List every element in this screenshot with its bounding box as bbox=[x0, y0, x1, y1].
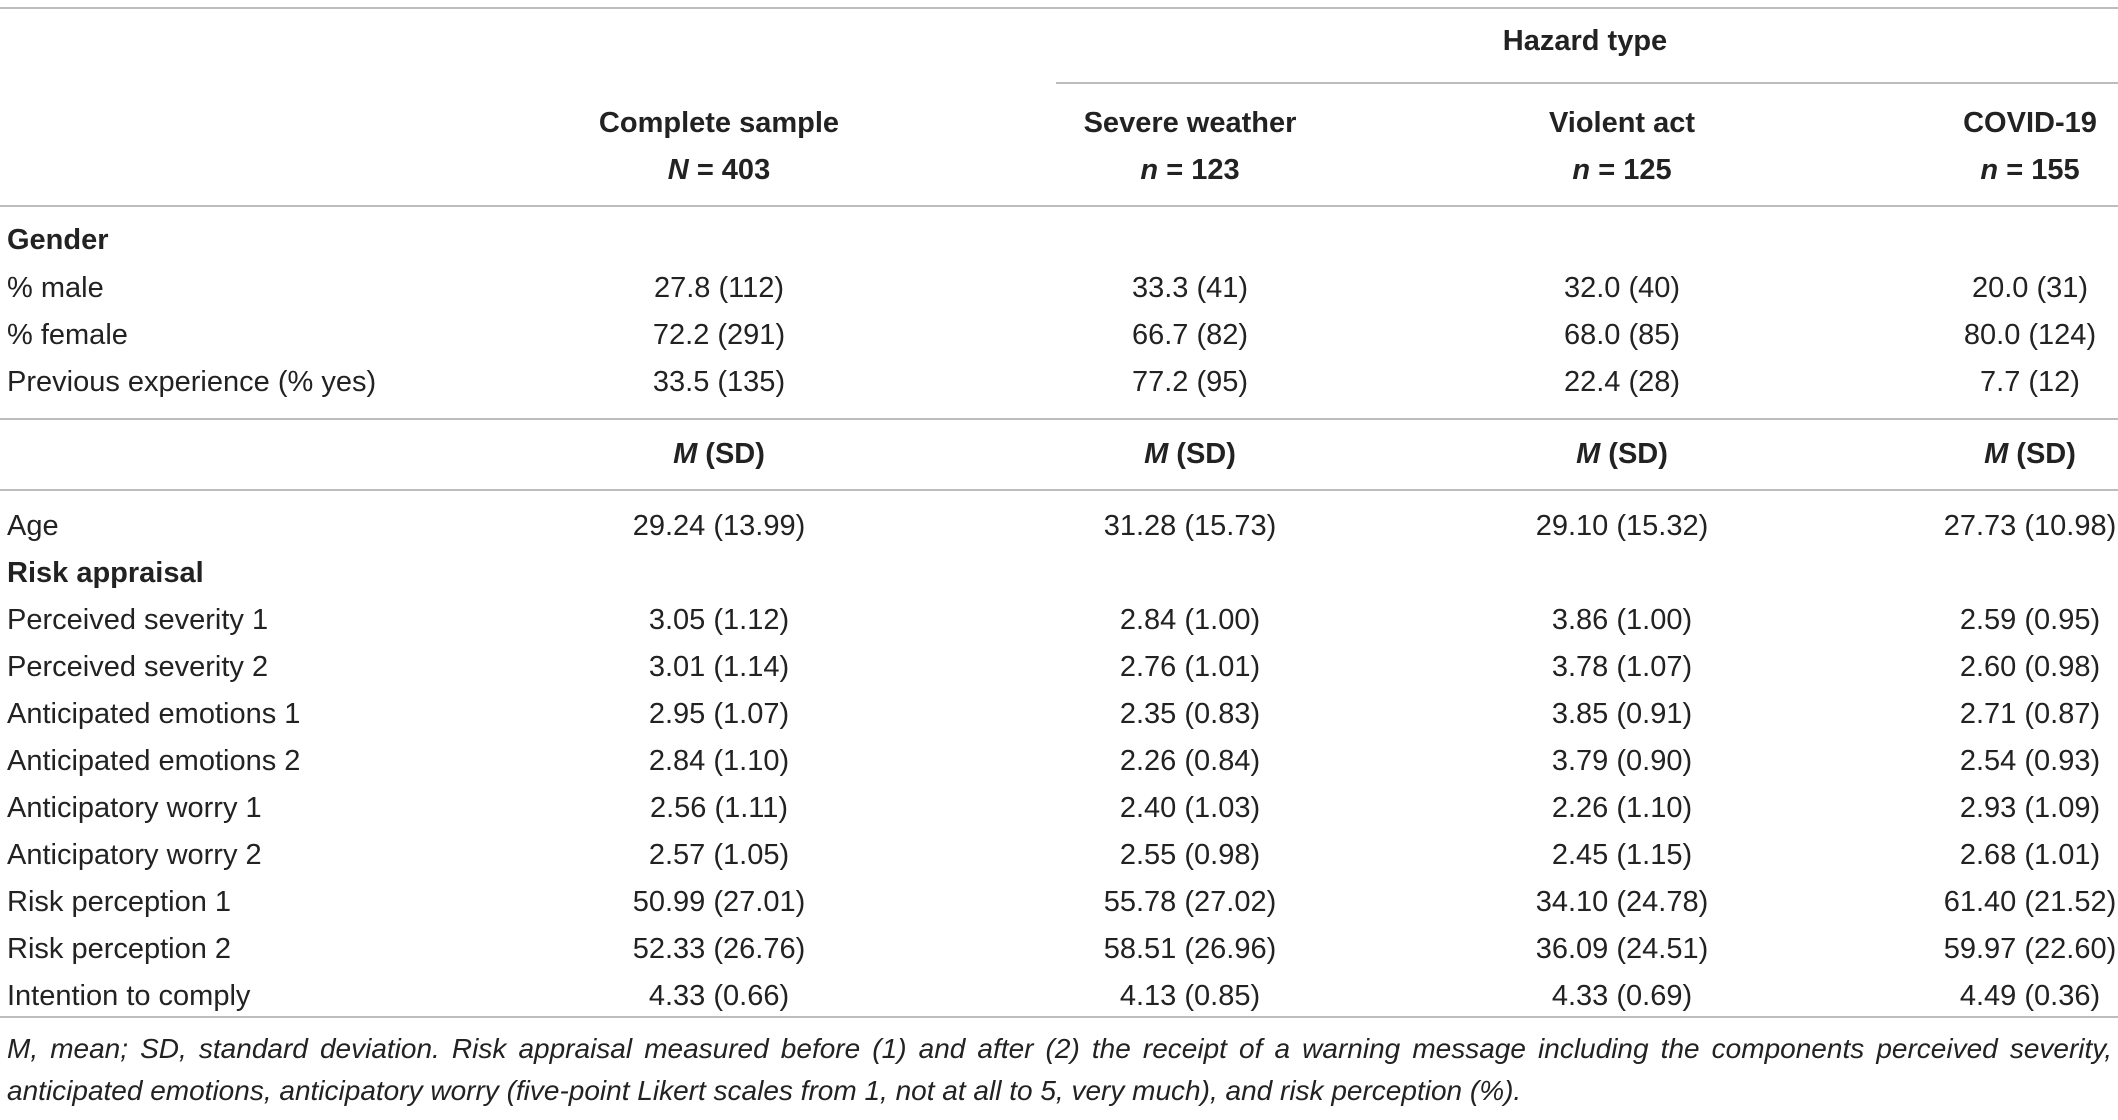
table-cell: 27.73 (10.98) bbox=[1943, 510, 2117, 542]
section-heading-gender: Gender bbox=[7, 224, 109, 256]
table-cell: 3.05 (1.12) bbox=[648, 604, 790, 636]
table-cell: 36.09 (24.51) bbox=[1535, 933, 1709, 965]
table-cell: 29.24 (13.99) bbox=[632, 510, 806, 542]
table-cell: 58.51 (26.96) bbox=[1103, 933, 1277, 965]
row-label: % female bbox=[7, 319, 128, 351]
table-cell: 3.85 (0.91) bbox=[1551, 698, 1693, 730]
row-label: Risk perception 2 bbox=[7, 933, 232, 965]
row-label: Perceived severity 2 bbox=[7, 651, 269, 683]
table-cell: 34.10 (24.78) bbox=[1535, 886, 1709, 918]
row-label: Anticipatory worry 2 bbox=[7, 839, 262, 871]
table-cell: 3.86 (1.00) bbox=[1551, 604, 1693, 636]
table-cell: 68.0 (85) bbox=[1563, 319, 1681, 351]
table-cell: 4.49 (0.36) bbox=[1959, 980, 2101, 1012]
table-cell: 55.78 (27.02) bbox=[1103, 886, 1277, 918]
table-cell: 2.84 (1.10) bbox=[648, 745, 790, 777]
table-cell: 77.2 (95) bbox=[1131, 366, 1249, 398]
column-n-complete-sample: N = 403 bbox=[667, 154, 771, 186]
column-n-severe-weather: n = 123 bbox=[1140, 154, 1240, 186]
table-cell: 2.45 (1.15) bbox=[1551, 839, 1693, 871]
row-label: Perceived severity 1 bbox=[7, 604, 269, 636]
row-label: Risk perception 1 bbox=[7, 886, 232, 918]
column-title-covid-19: COVID-19 bbox=[1963, 107, 2097, 139]
section-heading-risk-appraisal: Risk appraisal bbox=[7, 557, 204, 589]
table-cell: 4.13 (0.85) bbox=[1119, 980, 1261, 1012]
table-cell: 2.54 (0.93) bbox=[1959, 745, 2101, 777]
table-cell: 3.01 (1.14) bbox=[648, 651, 790, 683]
table-cell: 66.7 (82) bbox=[1131, 319, 1249, 351]
table-cell: 59.97 (22.60) bbox=[1943, 933, 2117, 965]
table-cell: 2.56 (1.11) bbox=[649, 792, 789, 824]
column-title-severe-weather: Severe weather bbox=[1083, 107, 1297, 139]
hazard-type-rule bbox=[1056, 82, 2118, 84]
row-label: Age bbox=[7, 510, 59, 542]
table-cell: 31.28 (15.73) bbox=[1103, 510, 1277, 542]
table-cell: 4.33 (0.66) bbox=[648, 980, 790, 1012]
column-n-covid-19: n = 155 bbox=[1980, 154, 2080, 186]
msd-bottom-rule bbox=[0, 489, 2118, 491]
column-n-violent-act: n = 125 bbox=[1572, 154, 1672, 186]
msd-header: M (SD) bbox=[1144, 438, 1236, 470]
table-cell: 2.71 (0.87) bbox=[1959, 698, 2101, 730]
table-cell: 3.79 (0.90) bbox=[1551, 745, 1693, 777]
row-label: % male bbox=[7, 272, 104, 304]
table-cell: 61.40 (21.52) bbox=[1943, 886, 2117, 918]
table-cell: 3.78 (1.07) bbox=[1551, 651, 1693, 683]
hazard-type-group-label: Hazard type bbox=[1502, 25, 1668, 57]
table-cell: 2.55 (0.98) bbox=[1119, 839, 1261, 871]
table-cell: 2.68 (1.01) bbox=[1959, 839, 2101, 871]
table-footnote: M, mean; SD, standard deviation. Risk appraisal measured before (1) and after (2) the receipt of a warning message including the components perceived severity, anticipated emotions, anticipatory worry (five-point Likert scales from 1, not at all to 5, very much), and risk perception (%). bbox=[7, 1033, 2112, 1106]
row-label: Anticipated emotions 2 bbox=[7, 745, 301, 777]
table-cell: 2.57 (1.05) bbox=[648, 839, 790, 871]
column-title-violent-act: Violent act bbox=[1548, 107, 1696, 139]
msd-header: M (SD) bbox=[1576, 438, 1668, 470]
msd-header: M (SD) bbox=[673, 438, 765, 470]
table-bottom-rule bbox=[0, 1016, 2118, 1018]
table-cell: 20.0 (31) bbox=[1971, 272, 2089, 304]
table-cell: 50.99 (27.01) bbox=[632, 886, 806, 918]
table-cell: 52.33 (26.76) bbox=[632, 933, 806, 965]
column-title-complete-sample: Complete sample bbox=[598, 107, 840, 139]
table-cell: 7.7 (12) bbox=[1980, 366, 2080, 398]
row-label: Anticipatory worry 1 bbox=[7, 792, 262, 824]
table-cell: 29.10 (15.32) bbox=[1535, 510, 1709, 542]
table-cell: 33.5 (135) bbox=[652, 366, 786, 398]
table-cell: 2.84 (1.00) bbox=[1119, 604, 1261, 636]
table-cell: 27.8 (112) bbox=[653, 272, 785, 304]
table-cell: 22.4 (28) bbox=[1563, 366, 1681, 398]
row-label: Anticipated emotions 1 bbox=[7, 698, 301, 730]
table-top-rule bbox=[0, 7, 2118, 9]
table-cell: 4.33 (0.69) bbox=[1551, 980, 1693, 1012]
table-cell: 2.76 (1.01) bbox=[1119, 651, 1261, 683]
table-cell: 2.60 (0.98) bbox=[1959, 651, 2101, 683]
table-cell: 80.0 (124) bbox=[1963, 319, 2097, 351]
table-cell: 2.26 (1.10) bbox=[1551, 792, 1693, 824]
row-label: Intention to comply bbox=[7, 980, 251, 1012]
gender-bottom-rule bbox=[0, 418, 2118, 420]
header-bottom-rule bbox=[0, 205, 2118, 207]
table-cell: 33.3 (41) bbox=[1131, 272, 1249, 304]
table-cell: 2.35 (0.83) bbox=[1119, 698, 1261, 730]
table-cell: 32.0 (40) bbox=[1563, 272, 1681, 304]
table-cell: 2.40 (1.03) bbox=[1119, 792, 1261, 824]
row-label: Previous experience (% yes) bbox=[7, 366, 377, 398]
table-cell: 72.2 (291) bbox=[652, 319, 786, 351]
table-cell: 2.26 (0.84) bbox=[1119, 745, 1261, 777]
msd-header: M (SD) bbox=[1984, 438, 2076, 470]
table-cell: 2.93 (1.09) bbox=[1959, 792, 2101, 824]
table-cell: 2.95 (1.07) bbox=[648, 698, 790, 730]
table-cell: 2.59 (0.95) bbox=[1959, 604, 2101, 636]
